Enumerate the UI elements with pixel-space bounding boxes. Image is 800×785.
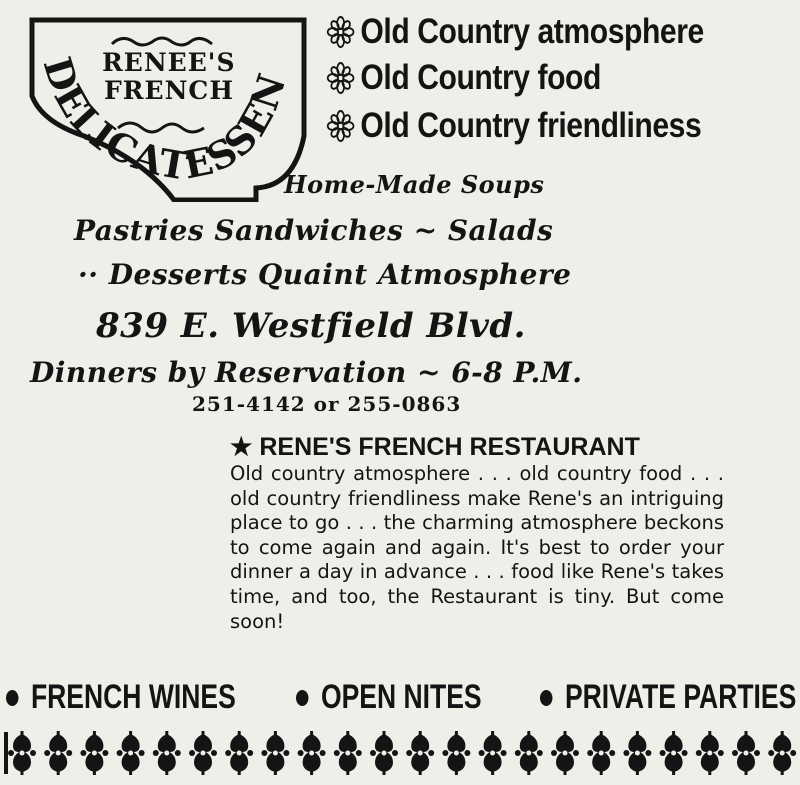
- line-desserts-atmosphere: ·· Desserts Quaint Atmosphere: [78, 258, 572, 291]
- tagline-friendliness: [326, 106, 701, 146]
- feature-french-wines: [6, 678, 236, 717]
- tagline-food: [326, 58, 601, 98]
- tagline-atmosphere: [326, 12, 704, 52]
- logo-delicatessen-text: DELICATESSEN: [34, 51, 295, 189]
- border-end-bar: [4, 732, 8, 774]
- fleur-ornament-icon: [696, 731, 724, 775]
- tagline-text: Old Country atmosphere: [360, 12, 704, 51]
- ornament-border: [0, 728, 800, 778]
- fleur-ornament-icon: [298, 731, 326, 775]
- logo-line-renees: RENEE'S: [102, 48, 236, 77]
- fleur-ornament-icon: [768, 731, 796, 775]
- fleur-ornament-icon: [8, 731, 36, 775]
- feature-label: OPEN NITES: [320, 678, 482, 716]
- fleur-ornament-icon: [80, 731, 108, 775]
- fleur-ornament-icon: [587, 731, 615, 775]
- fleur-ornament-icon: [406, 731, 434, 775]
- fleur-ornament-icon: [551, 731, 579, 775]
- tagline-text: Old Country friendliness: [360, 106, 702, 145]
- logo-line-french: FRENCH: [104, 76, 234, 105]
- fleur-ornament-icon: [189, 731, 217, 775]
- fleur-ornament-icon: [442, 731, 470, 775]
- flower-icon: [326, 61, 355, 95]
- feature-label: FRENCH WINES: [30, 678, 236, 716]
- dot-icon: [540, 690, 552, 706]
- flower-icon: [326, 15, 355, 49]
- fleur-ornament-icon: [153, 731, 181, 775]
- fleur-ornament-icon: [117, 731, 145, 775]
- dot-icon: [6, 690, 18, 706]
- fleur-ornament-icon: [660, 731, 688, 775]
- fleur-ornament-icon: [732, 731, 760, 775]
- fleur-ornament-icon: [515, 731, 543, 775]
- fleur-ornament-icon: [225, 731, 253, 775]
- restaurant-description: Old country atmosphere . . . old country food . . . old country friendliness make Rene's an intriguing place to go . . . the charming atmosphere beckons to come again and again. It's best to order your dinner a day in advance . . . food like Rene's takes time, and too, the Restaurant is tiny. But come soon!: [230, 462, 724, 633]
- phone-numbers: 251-4142 or 255-0863: [192, 392, 462, 416]
- fleur-ornament-icon: [261, 731, 289, 775]
- fleur-ornament-icon: [334, 731, 362, 775]
- fleur-ornament-icon: [479, 731, 507, 775]
- line-pastries-sandwiches-salads: Pastries Sandwiches ~ Salads: [74, 214, 554, 247]
- feature-open-nites: [296, 678, 482, 717]
- line-home-made-soups: Home-Made Soups: [284, 170, 545, 199]
- fleur-ornament-icon: [44, 731, 72, 775]
- flower-icon: [326, 109, 355, 143]
- tagline-text: Old Country food: [360, 58, 601, 97]
- restaurant-title: ★ RENE'S FRENCH RESTAURANT: [230, 433, 640, 461]
- address: 839 E. Westfield Blvd.: [96, 306, 527, 346]
- logo-badge: [24, 10, 312, 202]
- fleur-ornament-icon: [623, 731, 651, 775]
- dot-icon: [296, 690, 308, 706]
- feature-label: PRIVATE PARTIES: [564, 678, 797, 716]
- fleur-ornament-icon: [370, 731, 398, 775]
- logo-frame: [24, 10, 312, 202]
- line-dinners-reservation: Dinners by Reservation ~ 6-8 P.M.: [30, 356, 583, 389]
- feature-private-parties: [540, 678, 796, 717]
